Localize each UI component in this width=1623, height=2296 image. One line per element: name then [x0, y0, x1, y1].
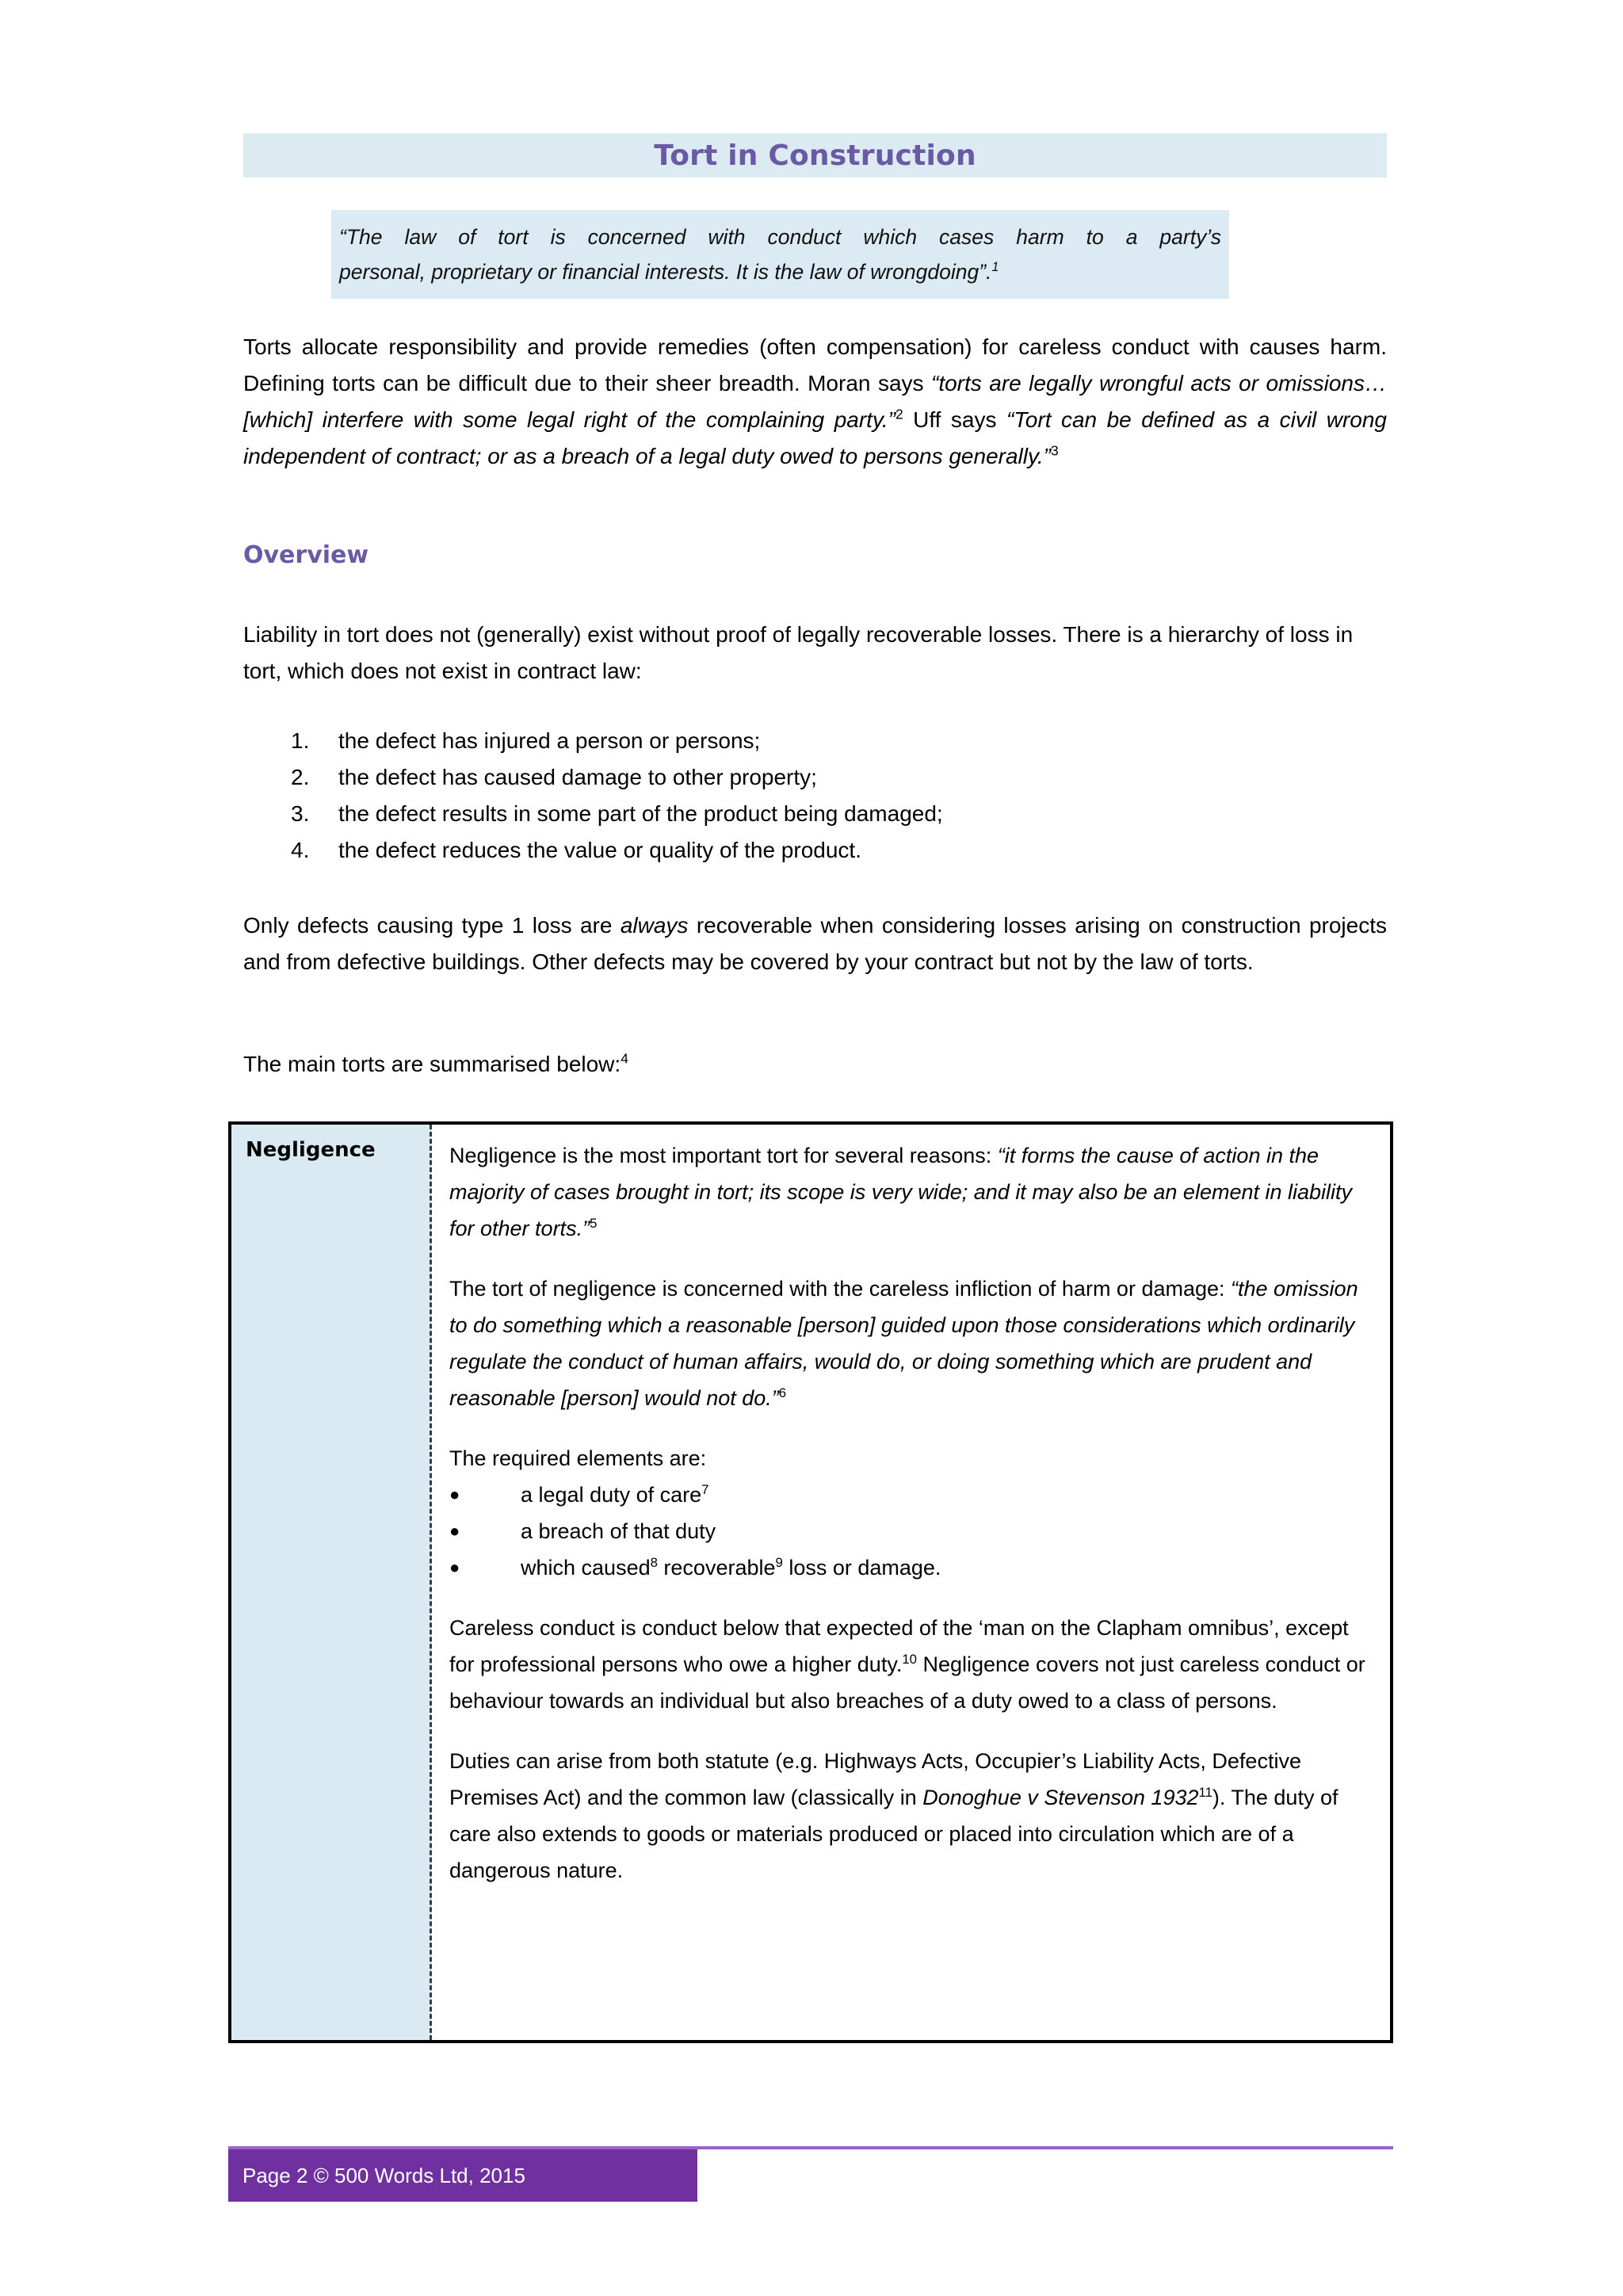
table-row-label-cell [231, 1125, 432, 2040]
list-item [449, 1549, 1366, 1586]
section-heading-overview: Overview [243, 541, 369, 569]
negligence-p1-quote: “it forms the cause of action in the majority of cases brought in tort; its scope is very wide; and it may also be an element in liability for other torts.” [449, 1144, 1353, 1240]
list-item [243, 759, 1387, 796]
overview-paragraph: Liability in tort does not (generally) exist without proof of legally recoverable losses. There is a hierarchy of loss in tort, which does not exist in contract law: [243, 622, 1354, 683]
footnote-marker-5: 5 [590, 1216, 598, 1231]
footnote-marker-10: 10 [902, 1652, 917, 1667]
bullet-spacer [467, 1513, 521, 1549]
footnote-marker-3: 3 [1051, 442, 1059, 459]
list-item-number: 4. [291, 838, 310, 862]
list-item [449, 1513, 1366, 1549]
pull-quote-box [331, 210, 1229, 299]
element-3-text-mid: recoverable [657, 1556, 776, 1580]
table-row-content-cell [432, 1125, 1390, 2040]
summary-lead [243, 1046, 1387, 1083]
required-elements-lead: The required elements are: [449, 1446, 707, 1470]
list-item-label [521, 1549, 1366, 1586]
footnote-marker-8: 8 [650, 1555, 658, 1570]
negligence-paragraph-2 [449, 1270, 1366, 1416]
negligence-p4-b: ). The duty of care also extends to goods or materials produced or placed into circulation which are of a dangerous nature. [449, 1786, 1338, 1882]
type-1-loss-pre: Only defects causing type 1 loss are [243, 913, 621, 938]
list-item-label: the defect has injured a person or persons; [338, 728, 761, 753]
negligence-p2-pre: The tort of negligence is concerned with the careless infliction of harm or damage: [449, 1277, 1232, 1301]
element-1-text: a legal duty of care [521, 1483, 702, 1507]
list-item-number: 2. [291, 765, 310, 789]
intro-paragraph-block [243, 329, 1387, 475]
bullet-icon: ● [449, 1484, 460, 1504]
summary-lead-text: The main torts are summarised below: [243, 1052, 621, 1076]
list-item-label [521, 1513, 1366, 1549]
footer-banner [228, 2149, 697, 2202]
bullet-icon: ● [449, 1557, 460, 1577]
footnote-marker-11: 11 [1198, 1785, 1212, 1800]
summary-lead-block [243, 1046, 1387, 1083]
pull-quote-line-2 [339, 254, 1221, 289]
list-item-number: 1. [291, 728, 310, 753]
element-3-text-post: loss or damage. [782, 1556, 941, 1580]
list-item [243, 723, 1387, 759]
loss-hierarchy-list [243, 723, 1387, 869]
list-item-label: the defect reduces the value or quality of the product. [338, 838, 861, 862]
list-item-label: the defect results in some part of the product being damaged; [338, 801, 943, 826]
intro-text-1: Torts allocate responsibility and provide remedies (often compensation) for careless conduct with causes harm. Defining torts can be difficult due to their sheer breadth. Moran says [243, 334, 1387, 395]
moran-quote: “torts are legally wrongful acts or omissions… [which] interfere with some legal right of the complaining party.” [243, 371, 1387, 432]
bullet-spacer [467, 1477, 521, 1513]
list-item-label [521, 1477, 1366, 1513]
uff-quote: “Tort can be defined as a civil wrong independent of contract; or as a breach of a legal duty owed to persons generally.” [243, 407, 1388, 468]
type-1-loss-post: recoverable when considering losses arising on construction projects and from defective buildings. Other defects may be covered by your contract but not by the law of torts. [243, 913, 1387, 974]
negligence-p2-quote: “the omission to do something which a reasonable [person] guided upon those considerations which ordinarily regulate the conduct of human affairs, would do, or doing something which are prudent and reasonable [person] would not do.” [449, 1277, 1358, 1410]
list-item [243, 796, 1387, 832]
torts-summary-table [228, 1121, 1393, 2043]
list-item-number: 3. [291, 801, 310, 826]
footnote-marker-7: 7 [701, 1482, 709, 1497]
intro-text-2: Uff says [903, 407, 1006, 432]
list-item-label: the defect has caused damage to other property; [338, 765, 817, 789]
footnote-marker-1: 1 [991, 260, 999, 275]
footnote-marker-4: 4 [621, 1050, 628, 1067]
overview-paragraph-block [243, 617, 1387, 690]
negligence-paragraph-3 [449, 1610, 1366, 1719]
footer-page-label: Page 2 © 500 Words Ltd, 2015 [242, 2163, 525, 2187]
document-title-banner [243, 133, 1387, 178]
table-row-label: Negligence [246, 1138, 376, 1162]
pull-quote-line-1: “The law of tort is concerned with conduct which cases harm to a party’s [339, 225, 1221, 249]
negligence-p4-a: Duties can arise from both statute (e.g. Highways Acts, Occupier’s Liability Acts, Defective Premises Act) and the common law (classically in [449, 1749, 1301, 1809]
pull-quote-line-2-text: personal, proprietary or financial interests. It is the law of wrongdoing”. [339, 260, 992, 284]
footnote-marker-2: 2 [896, 406, 903, 422]
intro-paragraph [243, 329, 1387, 475]
footnote-marker-9: 9 [775, 1555, 783, 1570]
bullet-spacer [467, 1549, 521, 1586]
element-2-text: a breach of that duty [521, 1519, 716, 1543]
type-1-loss-paragraph-block [243, 907, 1387, 980]
case-citation-donoghue: Donoghue v Stevenson 1932 [922, 1786, 1199, 1809]
negligence-paragraph-4 [449, 1743, 1366, 1889]
list-item [243, 832, 1387, 869]
page-title: Tort in Construction [654, 139, 976, 172]
bullet-icon: ● [449, 1521, 460, 1541]
negligence-paragraph-1 [449, 1137, 1366, 1247]
footnote-marker-6: 6 [778, 1385, 787, 1400]
type-1-loss-emphasis: always [620, 913, 689, 938]
negligence-p1-pre: Negligence is the most important tort for several reasons: [449, 1144, 998, 1167]
type-1-loss-paragraph [243, 907, 1387, 980]
element-3-text-pre: which caused [521, 1556, 651, 1580]
negligence-p3-b: Negligence covers not just careless conduct or behaviour towards an individual but also breaches of a duty owed to a class of persons. [449, 1652, 1365, 1713]
negligence-p3-a: Careless conduct is conduct below that expected of the ‘man on the Clapham omnibus’, except for professional persons who owe a higher duty. [449, 1616, 1349, 1676]
required-elements-list [449, 1477, 1366, 1586]
list-item [449, 1477, 1366, 1513]
